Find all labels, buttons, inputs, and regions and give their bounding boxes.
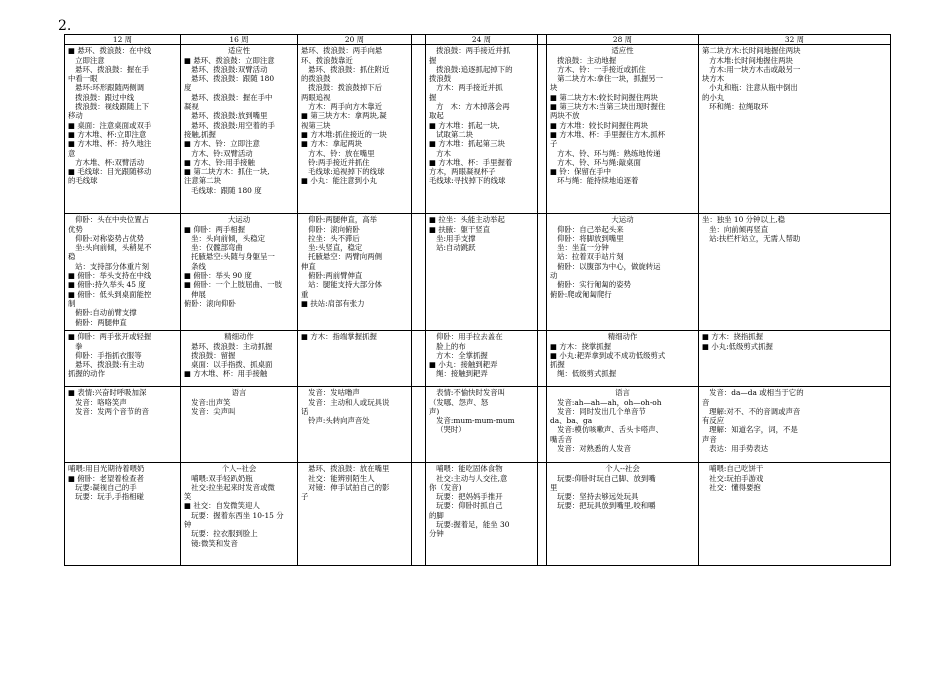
document-number: 2. <box>58 18 72 34</box>
cell-line: 意 <box>68 148 76 158</box>
cell-line: 俯卧:两前臂伸直 <box>301 271 363 281</box>
cell-line: 环、拨浪鼓靠近 <box>301 55 353 65</box>
cell-line: 社交:主动与人交往,意 <box>429 473 508 483</box>
cell-line: ■ 方木：指端掌握抓握 <box>301 332 377 342</box>
cell-line: ■ 悬环、拨浪鼓：立即注意 <box>184 55 275 65</box>
cell-week-32 <box>699 214 891 331</box>
cell-week-28 <box>547 463 699 566</box>
cell-line: ■ 铃：保留在手中 <box>550 167 612 177</box>
cell-line: ■ 方木：挠指抓握 <box>702 332 764 342</box>
cell-line: 握 <box>429 92 437 102</box>
cell-week-24 <box>426 387 538 463</box>
cell-line: 仰卧:对称姿势占优势 <box>68 233 145 243</box>
cell-week-12 <box>65 463 181 566</box>
cell-line: 坐：向前倾再竖直 <box>702 224 769 234</box>
cell-line: 坐：头向前倾，头稳定 <box>184 233 265 243</box>
cell-line: 脸上的布 <box>429 341 466 351</box>
cell-line: ■ 小丸：接触到耙弄 <box>429 360 498 370</box>
cell-line: 发音：同时发出几个单音节 <box>550 406 646 416</box>
cell-line: 钟 <box>184 520 192 530</box>
cell-line: 拨浪鼓：拨浪鼓掉下后 <box>301 83 382 93</box>
cell-line: ■ 方木堆、杯：用手接触 <box>184 369 268 379</box>
cell-line: 坐：仅髋部弯曲 <box>184 243 243 253</box>
cell-line: ■ 仰卧：两手相握 <box>184 224 246 234</box>
cell-line: 方木、铃：放在嘴里 <box>301 148 375 158</box>
cell-line: 发音:模仿咳嗽声、舌头卡嗒声、 <box>550 425 664 435</box>
header-week-28: 28 周 <box>547 35 699 45</box>
cell-line: 块 <box>550 83 558 93</box>
cell-line: 笑 <box>184 492 192 502</box>
cell-line: 悬环、拨浪鼓：握在手 <box>68 64 149 74</box>
cell-line: 仰卧：将脚放到嘴里 <box>550 233 624 243</box>
cell-line: 哺喂:用目光期待着喂奶 <box>68 464 145 474</box>
header-week-24: 24 周 <box>426 35 538 45</box>
cell-line: 小丸和瓶：注意从瓶中倒出 <box>702 83 798 93</box>
cell-line: 重 <box>301 289 309 299</box>
header-week-16: 16 周 <box>181 35 298 45</box>
cell-line: 发音:mum-mum-mum <box>429 416 515 426</box>
cell-line: 发音：尖声叫 <box>184 406 236 416</box>
cell-line: 悬环、拨浪鼓：跟随 180 <box>184 74 275 84</box>
cell-line: 俯卧：实行匍匐的姿势 <box>550 280 631 290</box>
cell-line: 镜:微笑和发音 <box>184 538 238 548</box>
cell-line: 语言 <box>615 388 630 398</box>
spacer-cell <box>538 387 547 463</box>
cell-line: 社交:拉坐起来时发音或微 <box>184 482 275 492</box>
cell-line: 托腋悬空：两臂向两侧 <box>301 252 382 262</box>
cell-line: 站：拉着双手站片刻 <box>550 252 624 262</box>
cell-line: 玩要：握着东西坐 10-15 分 <box>184 510 284 520</box>
section-row-fine-motor <box>65 331 891 387</box>
cell-line: 坐:头向前倾，头稍晃不 <box>68 243 152 253</box>
cell-line: 表达：用手势表达 <box>702 444 769 454</box>
cell-line: ■ 方木：挠掌抓握 <box>550 341 612 351</box>
cell-week-12 <box>65 45 181 214</box>
cell-line: 个人--社会 <box>221 464 257 474</box>
cell-week-12 <box>65 214 181 331</box>
cell-line: 发音：da—da 或相当于它的 <box>702 388 804 398</box>
cell-week-16 <box>181 331 298 387</box>
cell-line: 的拨浪鼓 <box>301 74 331 84</box>
cell-line: ■ 方木堆：较长时间握住两块 <box>550 120 649 130</box>
cell-line: 表情:不愉快时发音叫 <box>429 388 506 398</box>
cell-line: 玩要：拉衣服到脸上 <box>184 529 258 539</box>
cell-line: ■ 悬环、拨浪鼓：在中线 <box>68 46 152 56</box>
cell-line: 悬环、拨浪鼓：两手向悬 <box>301 46 383 56</box>
cell-line: ■ 方木堆、杯：手里握着 <box>429 157 513 167</box>
cell-line: 注意第二块 <box>184 176 221 186</box>
section-row-language <box>65 387 891 463</box>
cell-line: 玩要：坚持去够远处玩具 <box>550 492 639 502</box>
cell-line: 俯卧：两腿伸直 <box>68 317 127 327</box>
cell-line: 绳：接触到耙弄 <box>429 369 488 379</box>
cell-line: 第二块方木:长时间地握住两块 <box>702 46 801 56</box>
cell-line: 悬环、拨浪鼓:有主动 <box>68 360 145 370</box>
cell-line: 玩要:凝视自己的手 <box>68 482 137 492</box>
cell-line: 坐：独坐 10 分钟以上,稳 <box>702 215 785 225</box>
cell-line: 玩要：把玩具放到嘴里,咬和嚼 <box>550 501 656 511</box>
cell-line: ■ 拉坐：头能主动举起 <box>429 215 505 225</box>
cell-line: 悬环:环形跟随两侧调 <box>68 83 145 93</box>
spacer-cell <box>412 463 426 566</box>
cell-week-16 <box>181 45 298 214</box>
cell-line: 环和绳：拉绳取环 <box>702 102 769 112</box>
cell-line: （哭时） <box>429 425 466 435</box>
cell-week-16 <box>181 463 298 566</box>
cell-line: ■ 社交：自发微笑迎人 <box>184 501 260 511</box>
cell-line: ■ 方木：拿起两块 <box>301 139 363 149</box>
cell-line: 制 <box>68 298 76 308</box>
cell-line: 悬环、拨浪鼓:放到嘴里 <box>184 111 268 121</box>
spacer-cell <box>412 45 426 214</box>
section-row-personal-social <box>65 463 891 566</box>
cell-week-32 <box>699 387 891 463</box>
cell-line: 悬环、拨浪鼓：主动抓握 <box>184 341 273 351</box>
cell-line: 方木：两手接近并抓 <box>429 83 503 93</box>
cell-line: ■ 小丸:耙弄拿到或不成功低级剪式 <box>550 350 666 360</box>
cell-line: 拨浪鼓：跟过中线 <box>68 92 135 102</box>
development-assessment-table <box>64 34 891 566</box>
cell-line: ■ 桌面：注意桌面或双手 <box>68 120 152 130</box>
cell-week-32 <box>699 331 891 387</box>
cell-line: 话 <box>301 406 309 416</box>
cell-line: ■ 扶站:肩部有张力 <box>301 298 365 308</box>
cell-line: 发音：主动和人或玩具说 <box>301 397 390 407</box>
cell-line: 俯卧：滚向仰卧 <box>184 298 236 308</box>
cell-line: 你（发音) <box>429 482 462 492</box>
cell-line: ■ 小丸：能注意到小丸 <box>301 176 377 186</box>
cell-line: ■ 方木堆:抓住接近的一块 <box>301 129 387 139</box>
cell-line: 玩要：把妈妈手推开 <box>429 492 503 502</box>
cell-line: 铃声:头转向声音处 <box>301 416 370 426</box>
cell-line: 拳 <box>68 341 83 351</box>
cell-line: 移动 <box>68 111 83 121</box>
cell-line: 拨浪鼓 <box>429 74 452 84</box>
cell-line: ■ 第二块方木：抓住一块, <box>184 167 270 177</box>
spacer-cell <box>538 214 547 331</box>
header-week-32: 32 周 <box>699 35 891 45</box>
cell-line: 托腋悬空:头随与身躯呈一 <box>184 252 275 262</box>
cell-week-20 <box>298 45 412 214</box>
cell-line: 哺喂：能吃固体食物 <box>429 464 503 474</box>
cell-line: 哺喂:双手轻趴奶瓶 <box>184 473 253 483</box>
cell-line: 两眼追视 <box>301 92 331 102</box>
cell-line: 方木：两手向方木靠近 <box>301 102 382 112</box>
cell-line: 毛线球:寻找掉下的线球 <box>429 176 506 186</box>
cell-week-20 <box>298 214 412 331</box>
cell-line: 仰卧：自己举起头来 <box>550 224 624 234</box>
cell-line: ■ 方木堆、杯:立即注意 <box>68 129 147 139</box>
cell-line: 发音：咯咯笑声 <box>68 397 127 407</box>
cell-line: 适应性 <box>227 46 251 56</box>
cell-line: 方木 <box>429 148 451 158</box>
cell-line: ■ 仰卧：两手张开或轻握 <box>68 332 152 342</box>
cell-line: ■ 俯卧:持久举头 45 度 <box>68 280 146 290</box>
cell-line: 仰卧：用手拉去盖在 <box>429 332 503 342</box>
cell-line: 悬环、拨浪鼓:用空着的手 <box>184 120 275 130</box>
cell-line: 方木，两眼凝视杯子 <box>429 167 496 177</box>
cell-line: 稳 <box>68 252 76 262</box>
cell-line: （发哪、怨声、怒 <box>429 397 489 407</box>
cell-line: ■ 第三块方木:当第三块出现时握住 <box>550 102 666 112</box>
cell-line: 度 <box>184 83 192 93</box>
spacer-cell <box>538 331 547 387</box>
cell-line: 凝视 <box>184 102 199 112</box>
cell-line: 桌面：以手指拨、抓桌面 <box>184 360 273 370</box>
spacer-cell <box>538 35 547 45</box>
cell-line: ■ 俯卧：举头支持在中线 <box>68 271 152 281</box>
cell-line: 理解：知道名字，词，不是 <box>702 425 798 435</box>
header-week-20: 20 周 <box>298 35 412 45</box>
cell-line: 环与绳：能持续地追逐着 <box>550 176 639 186</box>
cell-line: ■ 俯卧：举头 90 度 <box>184 271 252 281</box>
cell-week-20 <box>298 387 412 463</box>
spacer-cell <box>412 387 426 463</box>
cell-line: 方木:用一块方木击或敲另一 <box>702 64 801 74</box>
cell-line: 方 木：方木掉落会再 <box>429 102 510 112</box>
cell-line: 方木、铃：一手接近或抓住 <box>550 64 646 74</box>
cell-line: 玩要：仰卧时抓自己 <box>429 501 503 511</box>
cell-line: 社交:玩拍手游戏 <box>702 473 764 483</box>
cell-week-24 <box>426 331 538 387</box>
cell-line: 理解:对不、不的音调或声音 <box>702 406 801 416</box>
cell-line: 子 <box>550 139 558 149</box>
cell-line: 站:扶栏杆站立，无需人帮助 <box>702 233 801 243</box>
cell-line: 悬环、拨浪鼓：抓住附近 <box>301 64 390 74</box>
cell-line: 方木、铃、环与绳:敲桌面 <box>550 157 641 167</box>
cell-week-28 <box>547 214 699 331</box>
cell-line: 发音：发咕噜声 <box>301 388 360 398</box>
cell-line: 视第三块 <box>301 120 331 130</box>
cell-line: 玩要:仰卧时玩自己脚、放到嘴 <box>550 473 656 483</box>
spacer-cell <box>412 35 426 45</box>
cell-line: 绳：低级剪式抓握 <box>550 369 617 379</box>
cell-line: ■ 小丸:低级剪式抓握 <box>702 341 773 351</box>
cell-line: 的脚 <box>429 510 444 520</box>
cell-line: 坐:用手支撑 <box>429 233 476 243</box>
cell-week-12 <box>65 331 181 387</box>
cell-line: 站：腿能支持大部分体 <box>301 280 382 290</box>
cell-line: 拨浪鼓：视线跟随上下 <box>68 102 149 112</box>
cell-line: 精细动作 <box>607 332 638 342</box>
cell-line: 毛线球:追视掉下的线球 <box>301 167 385 177</box>
section-row-gross-motor <box>65 214 891 331</box>
cell-line: ■ 毛线球：目光跟随移动 <box>68 167 152 177</box>
cell-line: 玩要：玩手,手指相碰 <box>68 492 144 502</box>
cell-line: 的毛线球 <box>68 176 98 186</box>
cell-line: 语言 <box>231 388 247 398</box>
header-week-12: 12 周 <box>65 35 181 45</box>
cell-line: 伸直 <box>301 261 316 271</box>
cell-week-20 <box>298 331 412 387</box>
cell-line: 方木、铃:双臂活动 <box>184 148 253 158</box>
cell-line: 俯卧:爬或匍匐爬行 <box>550 289 612 299</box>
cell-line: 仰卧：手指抓衣服等 <box>68 350 142 360</box>
cell-line: 声音 <box>702 434 717 444</box>
spacer-cell <box>538 45 547 214</box>
cell-line: ■ 俯卧：老望着检查者 <box>68 473 144 483</box>
cell-line: 优势 <box>68 224 83 234</box>
cell-line: 抓握 <box>550 360 565 370</box>
cell-line: ■ 俯卧：低头到桌面能控 <box>68 289 152 299</box>
cell-line: 玩要:握着足，能坐 30 <box>429 520 510 530</box>
cell-line: 立即注意 <box>68 55 105 65</box>
cell-line: 拨浪鼓：主动地握 <box>550 55 617 65</box>
cell-line: 仰卧:两腿伸直，高举 <box>301 215 378 225</box>
cell-line: 坐:头竖直，稳定 <box>301 243 363 253</box>
cell-week-28 <box>547 331 699 387</box>
cell-line: 仰卧：头在中央位置占 <box>68 215 149 225</box>
cell-line: 试取第二块 <box>429 129 474 139</box>
cell-line: 站：支持部分体重片刻 <box>68 261 149 271</box>
cell-line: 坐：坐直一分钟 <box>550 243 609 253</box>
cell-week-28 <box>547 387 699 463</box>
cell-line: ■ 方木堆：抓起第三块 <box>429 139 505 149</box>
cell-line: 悬环、拨浪鼓：握在手中 <box>184 92 273 102</box>
cell-line: 的小丸 <box>702 92 725 102</box>
header-row <box>65 35 891 45</box>
cell-week-16 <box>181 214 298 331</box>
cell-line: ■ 方木、铃：立即注意 <box>184 139 260 149</box>
cell-line: 仰卧：滚向俯卧 <box>301 224 360 234</box>
cell-line: ■ 第二块方木:较长时间握住两块 <box>550 92 658 102</box>
cell-line: 声) <box>429 406 440 416</box>
cell-line: 子 <box>301 492 309 502</box>
cell-line: 悬环、拨浪鼓：放在嘴里 <box>301 464 390 474</box>
cell-line: 方木、铃、环与绳：熟练地传递 <box>550 148 661 158</box>
cell-line: 社交：能辨别陌生人 <box>301 473 375 483</box>
cell-line: ■ 方木堆、杯：手里握住方木,抓杯 <box>550 129 666 139</box>
cell-line: 动 <box>550 271 558 281</box>
cell-line: 发音:ah—ah—ah，oh—oh-oh <box>550 397 662 407</box>
cell-line: ■ 方木、铃:用手接触 <box>184 157 255 167</box>
cell-line: 拨浪鼓:追逐抓起掉下的 <box>429 64 513 74</box>
cell-line: ■ 方木堆：抓起一块, <box>429 120 500 130</box>
cell-line: 站:自动跳跃 <box>429 243 476 253</box>
cell-line: 对镜：伸手试拍自己的影 <box>301 482 390 492</box>
cell-line: 方木：全掌抓握 <box>429 350 488 360</box>
cell-line: ■ 扶腋：躯干竖直 <box>429 224 491 234</box>
cell-line: 两块不放 <box>550 111 580 121</box>
cell-line: 悬环、拨浪鼓:双臂活动 <box>184 64 268 74</box>
cell-line: 发音:出声笑 <box>184 397 231 407</box>
cell-line: 大运动 <box>227 215 251 225</box>
cell-line: 发音：对熟悉的人发音 <box>550 444 631 454</box>
cell-line: 铃:两手接近并抓住 <box>301 157 370 167</box>
spacer-cell <box>412 214 426 331</box>
cell-line: 第二块方木:拿住一块，抓握另一 <box>550 74 664 84</box>
cell-line: 发音：发两个音节的音 <box>68 406 149 416</box>
cell-line: 精细动作 <box>224 332 254 342</box>
cell-line: 条线 <box>184 261 206 271</box>
cell-line: 毛线球：跟随 180 度 <box>184 185 262 195</box>
cell-line: 嘴舌音 <box>550 434 573 444</box>
cell-line: 方木堆、杯:双臂活动 <box>68 157 145 167</box>
cell-line: 抓握的动作 <box>68 369 105 379</box>
cell-line: ■ 表情:兴奋时呼吸加深 <box>68 388 147 398</box>
cell-line: 接触,抓握 <box>184 129 216 139</box>
cell-line: 拨浪鼓：两手接近并抓 <box>429 46 510 56</box>
cell-line: 社交：懂得要抱 <box>702 482 761 492</box>
cell-week-12 <box>65 387 181 463</box>
cell-line: 里 <box>550 482 558 492</box>
cell-week-24 <box>426 214 538 331</box>
cell-line: 方木堆:长时间地握住两块 <box>702 55 793 65</box>
cell-line: 伸展 <box>184 289 206 299</box>
cell-line: 大运动 <box>611 215 634 225</box>
cell-line: 分钟 <box>429 529 444 539</box>
cell-week-20 <box>298 463 412 566</box>
cell-week-32 <box>699 45 891 214</box>
cell-line: 块方木 <box>702 74 725 84</box>
cell-line: 适应性 <box>611 46 634 56</box>
cell-line: 个人--社会 <box>605 464 640 474</box>
cell-line: 中看一眼 <box>68 74 98 84</box>
cell-line: 音 <box>702 397 710 407</box>
cell-line: ■ 方木堆、杯：持久地注 <box>68 139 152 149</box>
cell-line: ■ 第三块方木：拿两块,凝 <box>301 111 387 121</box>
spacer-cell <box>538 463 547 566</box>
cell-line: 拉坐：头不滞后 <box>301 233 360 243</box>
cell-line: 哺喂:自己吃饼干 <box>702 464 764 474</box>
cell-line: 有反应 <box>702 416 725 426</box>
cell-line: 拨浪鼓：留握 <box>184 350 236 360</box>
cell-week-16 <box>181 387 298 463</box>
cell-week-24 <box>426 463 538 566</box>
cell-line: 握 <box>429 55 437 65</box>
cell-line: 取起 <box>429 111 444 121</box>
section-row-adaptive <box>65 45 891 214</box>
spacer-cell <box>412 331 426 387</box>
cell-line: ■ 俯卧：一个上肢屈曲、一肢 <box>184 280 283 290</box>
cell-line: da、ba、ga <box>550 416 593 426</box>
cell-line: 俯卧：以腹部为中心，做旋转运 <box>550 261 661 271</box>
cell-week-28 <box>547 45 699 214</box>
cell-week-24 <box>426 45 538 214</box>
cell-week-32 <box>699 463 891 566</box>
cell-line: 俯卧:自动前臂支撑 <box>68 308 137 318</box>
